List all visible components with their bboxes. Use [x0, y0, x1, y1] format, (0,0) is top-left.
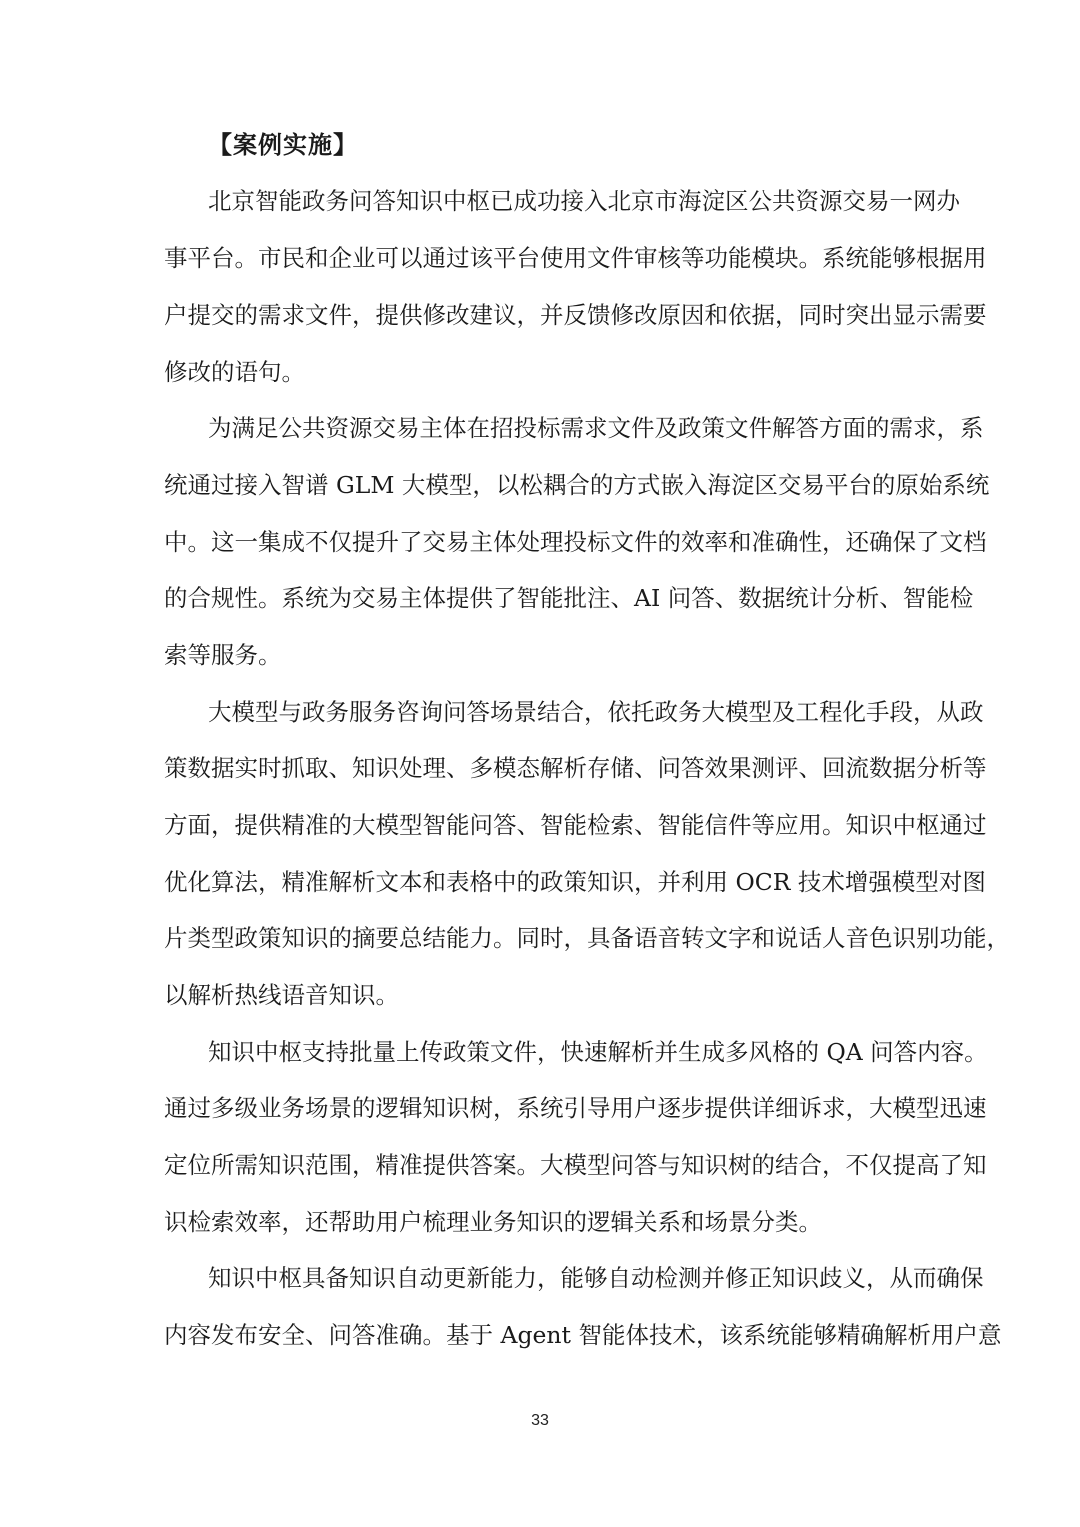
paragraph-line: 修改的语句。 — [164, 358, 305, 386]
page-number: 33 — [531, 1412, 549, 1429]
paragraph-line: 索等服务。 — [164, 641, 282, 669]
paragraph-line: 优化算法，精准解析文本和表格中的政策知识，并利用 OCR 技术增强模型对图 — [164, 868, 986, 896]
paragraph-line: 片类型政策知识的摘要总结能力。同时，具备语音转文字和说话人音色识别功能， — [164, 924, 1010, 952]
paragraph-line: 知识中枢支持批量上传政策文件，快速解析并生成多风格的 QA 问答内容。 — [208, 1038, 988, 1066]
paragraph-line: 中。这一集成不仅提升了交易主体处理投标文件的效率和准确性，还确保了文档 — [164, 528, 987, 556]
paragraph-line: 的合规性。系统为交易主体提供了智能批注、AI 问答、数据统计分析、智能检 — [164, 584, 974, 612]
paragraph-line: 大模型与政务服务咨询问答场景结合，依托政务大模型及工程化手段，从政 — [208, 698, 984, 726]
paragraph-line: 定位所需知识范围，精准提供答案。大模型问答与知识树的结合，不仅提高了知 — [164, 1151, 987, 1179]
paragraph-line: 事平台。市民和企业可以通过该平台使用文件审核等功能模块。系统能够根据用 — [164, 244, 987, 272]
paragraph-line: 策数据实时抓取、知识处理、多模态解析存储、问答效果测评、回流数据分析等 — [164, 754, 987, 782]
paragraph-line: 户提交的需求文件，提供修改建议，并反馈修改原因和依据，同时突出显示需要 — [164, 301, 987, 329]
paragraph-line: 识检索效率，还帮助用户梳理业务知识的逻辑关系和场景分类。 — [164, 1208, 822, 1236]
paragraph-line: 方面，提供精准的大模型智能问答、智能检索、智能信件等应用。知识中枢通过 — [164, 811, 987, 839]
section-heading: 【案例实施】 — [208, 130, 358, 159]
paragraph-line: 以解析热线语音知识。 — [164, 981, 399, 1009]
paragraph-line: 为满足公共资源交易主体在招投标需求文件及政策文件解答方面的需求，系 — [208, 414, 984, 442]
paragraph-line: 通过多级业务场景的逻辑知识树，系统引导用户逐步提供详细诉求，大模型迅速 — [164, 1094, 987, 1122]
paragraph-line: 北京智能政务问答知识中枢已成功接入北京市海淀区公共资源交易一网办 — [208, 187, 960, 215]
paragraph-line: 内容发布安全、问答准确。基于 Agent 智能体技术，该系统能够精确解析用户意 — [164, 1321, 1002, 1349]
paragraph-line: 知识中枢具备知识自动更新能力，能够自动检测并修正知识歧义，从而确保 — [208, 1264, 984, 1292]
paragraph-line: 统通过接入智谱 GLM 大模型，以松耦合的方式嵌入海淀区交易平台的原始系统 — [164, 471, 990, 499]
